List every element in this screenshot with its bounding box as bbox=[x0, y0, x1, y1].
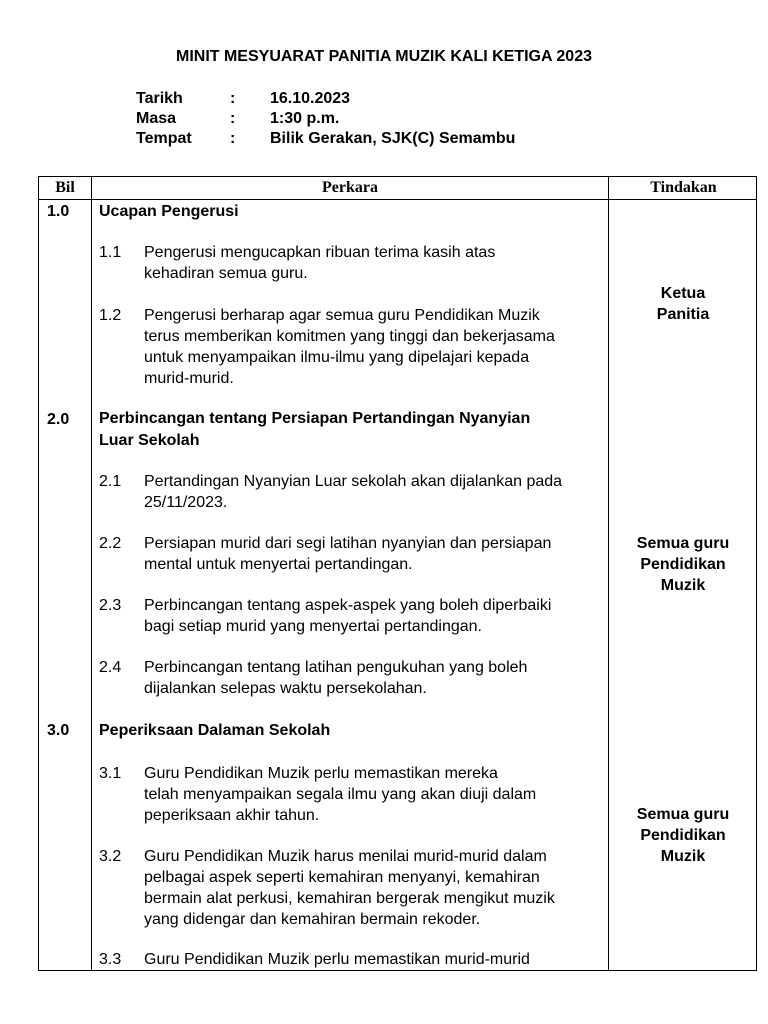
section-title bbox=[99, 408, 599, 452]
text-line: Guru Pendidikan Muzik harus menilai murid-murid dalam bbox=[144, 848, 547, 865]
section-number: 2.0 bbox=[47, 411, 70, 428]
header-tindakan: Tindakan bbox=[650, 179, 717, 196]
text-line: Persiapan murid dari segi latihan nyanyian dan persiapan bbox=[144, 535, 552, 552]
item-text bbox=[144, 949, 609, 970]
section-title: Ucapan Pengerusi bbox=[99, 203, 239, 220]
item-text bbox=[144, 305, 609, 389]
item-number: 3.2 bbox=[99, 848, 122, 865]
text-line: murid-murid. bbox=[144, 370, 234, 387]
item-number: 2.1 bbox=[99, 473, 122, 490]
time-label: Masa bbox=[136, 110, 177, 127]
text-line: kehadiran semua guru. bbox=[144, 265, 308, 282]
column-divider-bil bbox=[91, 177, 92, 970]
text-line: untuk menyampaikan ilmu-ilmu yang dipelajari kepada bbox=[144, 349, 530, 366]
meta-row-time bbox=[136, 109, 636, 129]
item-text bbox=[144, 471, 609, 513]
tindakan-line: Semua guru bbox=[636, 535, 730, 552]
text-line: Pengerusi mengucapkan ribuan terima kasih atas bbox=[144, 244, 496, 261]
text-line: yang didengar dan kemahiran bermain rekoder. bbox=[144, 911, 481, 928]
date-colon: : bbox=[230, 90, 236, 107]
text-line: Perbincangan tentang latihan pengukuhan yang boleh bbox=[144, 659, 528, 676]
item-number: 1.2 bbox=[99, 307, 122, 324]
date-value: 16.10.2023 bbox=[270, 90, 351, 107]
document-title: MINIT MESYUARAT PANITIA MUZIK KALI KETIGA 2023 bbox=[175, 48, 592, 65]
title-line: Luar Sekolah bbox=[99, 432, 200, 449]
tindakan-line: Semua guru bbox=[636, 806, 730, 823]
meeting-details bbox=[136, 89, 636, 149]
tindakan-line: Ketua bbox=[660, 285, 706, 302]
text-line: pelbagai aspek seperti kemahiran menyanyi, kemahiran bbox=[144, 869, 540, 886]
section-title: Peperiksaan Dalaman Sekolah bbox=[99, 722, 331, 739]
tindakan-line: Muzik bbox=[660, 577, 706, 594]
minutes-table bbox=[38, 176, 757, 971]
place-colon: : bbox=[230, 130, 236, 147]
text-line: mental untuk menyertai pertandingan. bbox=[144, 556, 413, 573]
item-number: 2.2 bbox=[99, 535, 122, 552]
text-line: Guru Pendidikan Muzik perlu memastikan mereka bbox=[144, 765, 498, 782]
text-line: telah menyampaikan segala ilmu yang akan diuji dalam bbox=[144, 786, 537, 803]
item-text bbox=[144, 242, 609, 284]
item-text bbox=[144, 533, 609, 575]
item-number: 3.1 bbox=[99, 765, 122, 782]
tindakan-line: Panitia bbox=[656, 306, 710, 323]
header-perkara: Perkara bbox=[322, 179, 378, 196]
item-text bbox=[144, 763, 609, 826]
item-text bbox=[144, 595, 609, 637]
date-label: Tarikh bbox=[136, 90, 183, 107]
tindakan-cell bbox=[608, 533, 758, 596]
tindakan-line: Pendidikan bbox=[640, 556, 726, 573]
text-line: bermain alat perkusi, kemahiran bergerak mengikut muzik bbox=[144, 890, 555, 907]
tindakan-line: Muzik bbox=[660, 848, 706, 865]
time-colon: : bbox=[230, 110, 236, 127]
text-line: terus memberikan komitmen yang tinggi dan bekerjasama bbox=[144, 328, 555, 345]
header-divider bbox=[39, 199, 756, 200]
tindakan-cell bbox=[608, 283, 758, 325]
section-number: 3.0 bbox=[47, 722, 70, 739]
meta-row-place bbox=[136, 129, 636, 149]
item-number: 3.3 bbox=[99, 951, 122, 968]
item-number: 2.3 bbox=[99, 597, 122, 614]
time-value: 1:30 p.m. bbox=[270, 110, 340, 127]
text-line: Perbincangan tentang aspek-aspek yang boleh diperbaiki bbox=[144, 597, 552, 614]
item-text bbox=[144, 846, 609, 930]
place-value: Bilik Gerakan, SJK(C) Semambu bbox=[270, 130, 516, 147]
text-line: peperiksaan akhir tahun. bbox=[144, 807, 320, 824]
item-number: 1.1 bbox=[99, 244, 122, 261]
item-text bbox=[144, 657, 609, 699]
text-line: Guru Pendidikan Muzik perlu memastikan murid-murid bbox=[144, 951, 530, 968]
header-bil: Bil bbox=[55, 179, 75, 196]
meta-row-date bbox=[136, 89, 636, 109]
tindakan-line: Pendidikan bbox=[640, 827, 726, 844]
tindakan-cell bbox=[608, 804, 758, 867]
item-number: 2.4 bbox=[99, 659, 122, 676]
text-line: 25/11/2023. bbox=[144, 494, 228, 511]
section-number: 1.0 bbox=[47, 203, 70, 220]
place-label: Tempat bbox=[136, 130, 192, 147]
text-line: Pengerusi berharap agar semua guru Pendidikan Muzik bbox=[144, 307, 540, 324]
title-line: Perbincangan tentang Persiapan Pertandingan Nyanyian bbox=[99, 410, 531, 427]
text-line: dijalankan selepas waktu persekolahan. bbox=[144, 680, 427, 697]
text-line: bagi setiap murid yang menyertai pertandingan. bbox=[144, 618, 482, 635]
text-line: Pertandingan Nyanyian Luar sekolah akan dijalankan pada bbox=[144, 473, 563, 490]
